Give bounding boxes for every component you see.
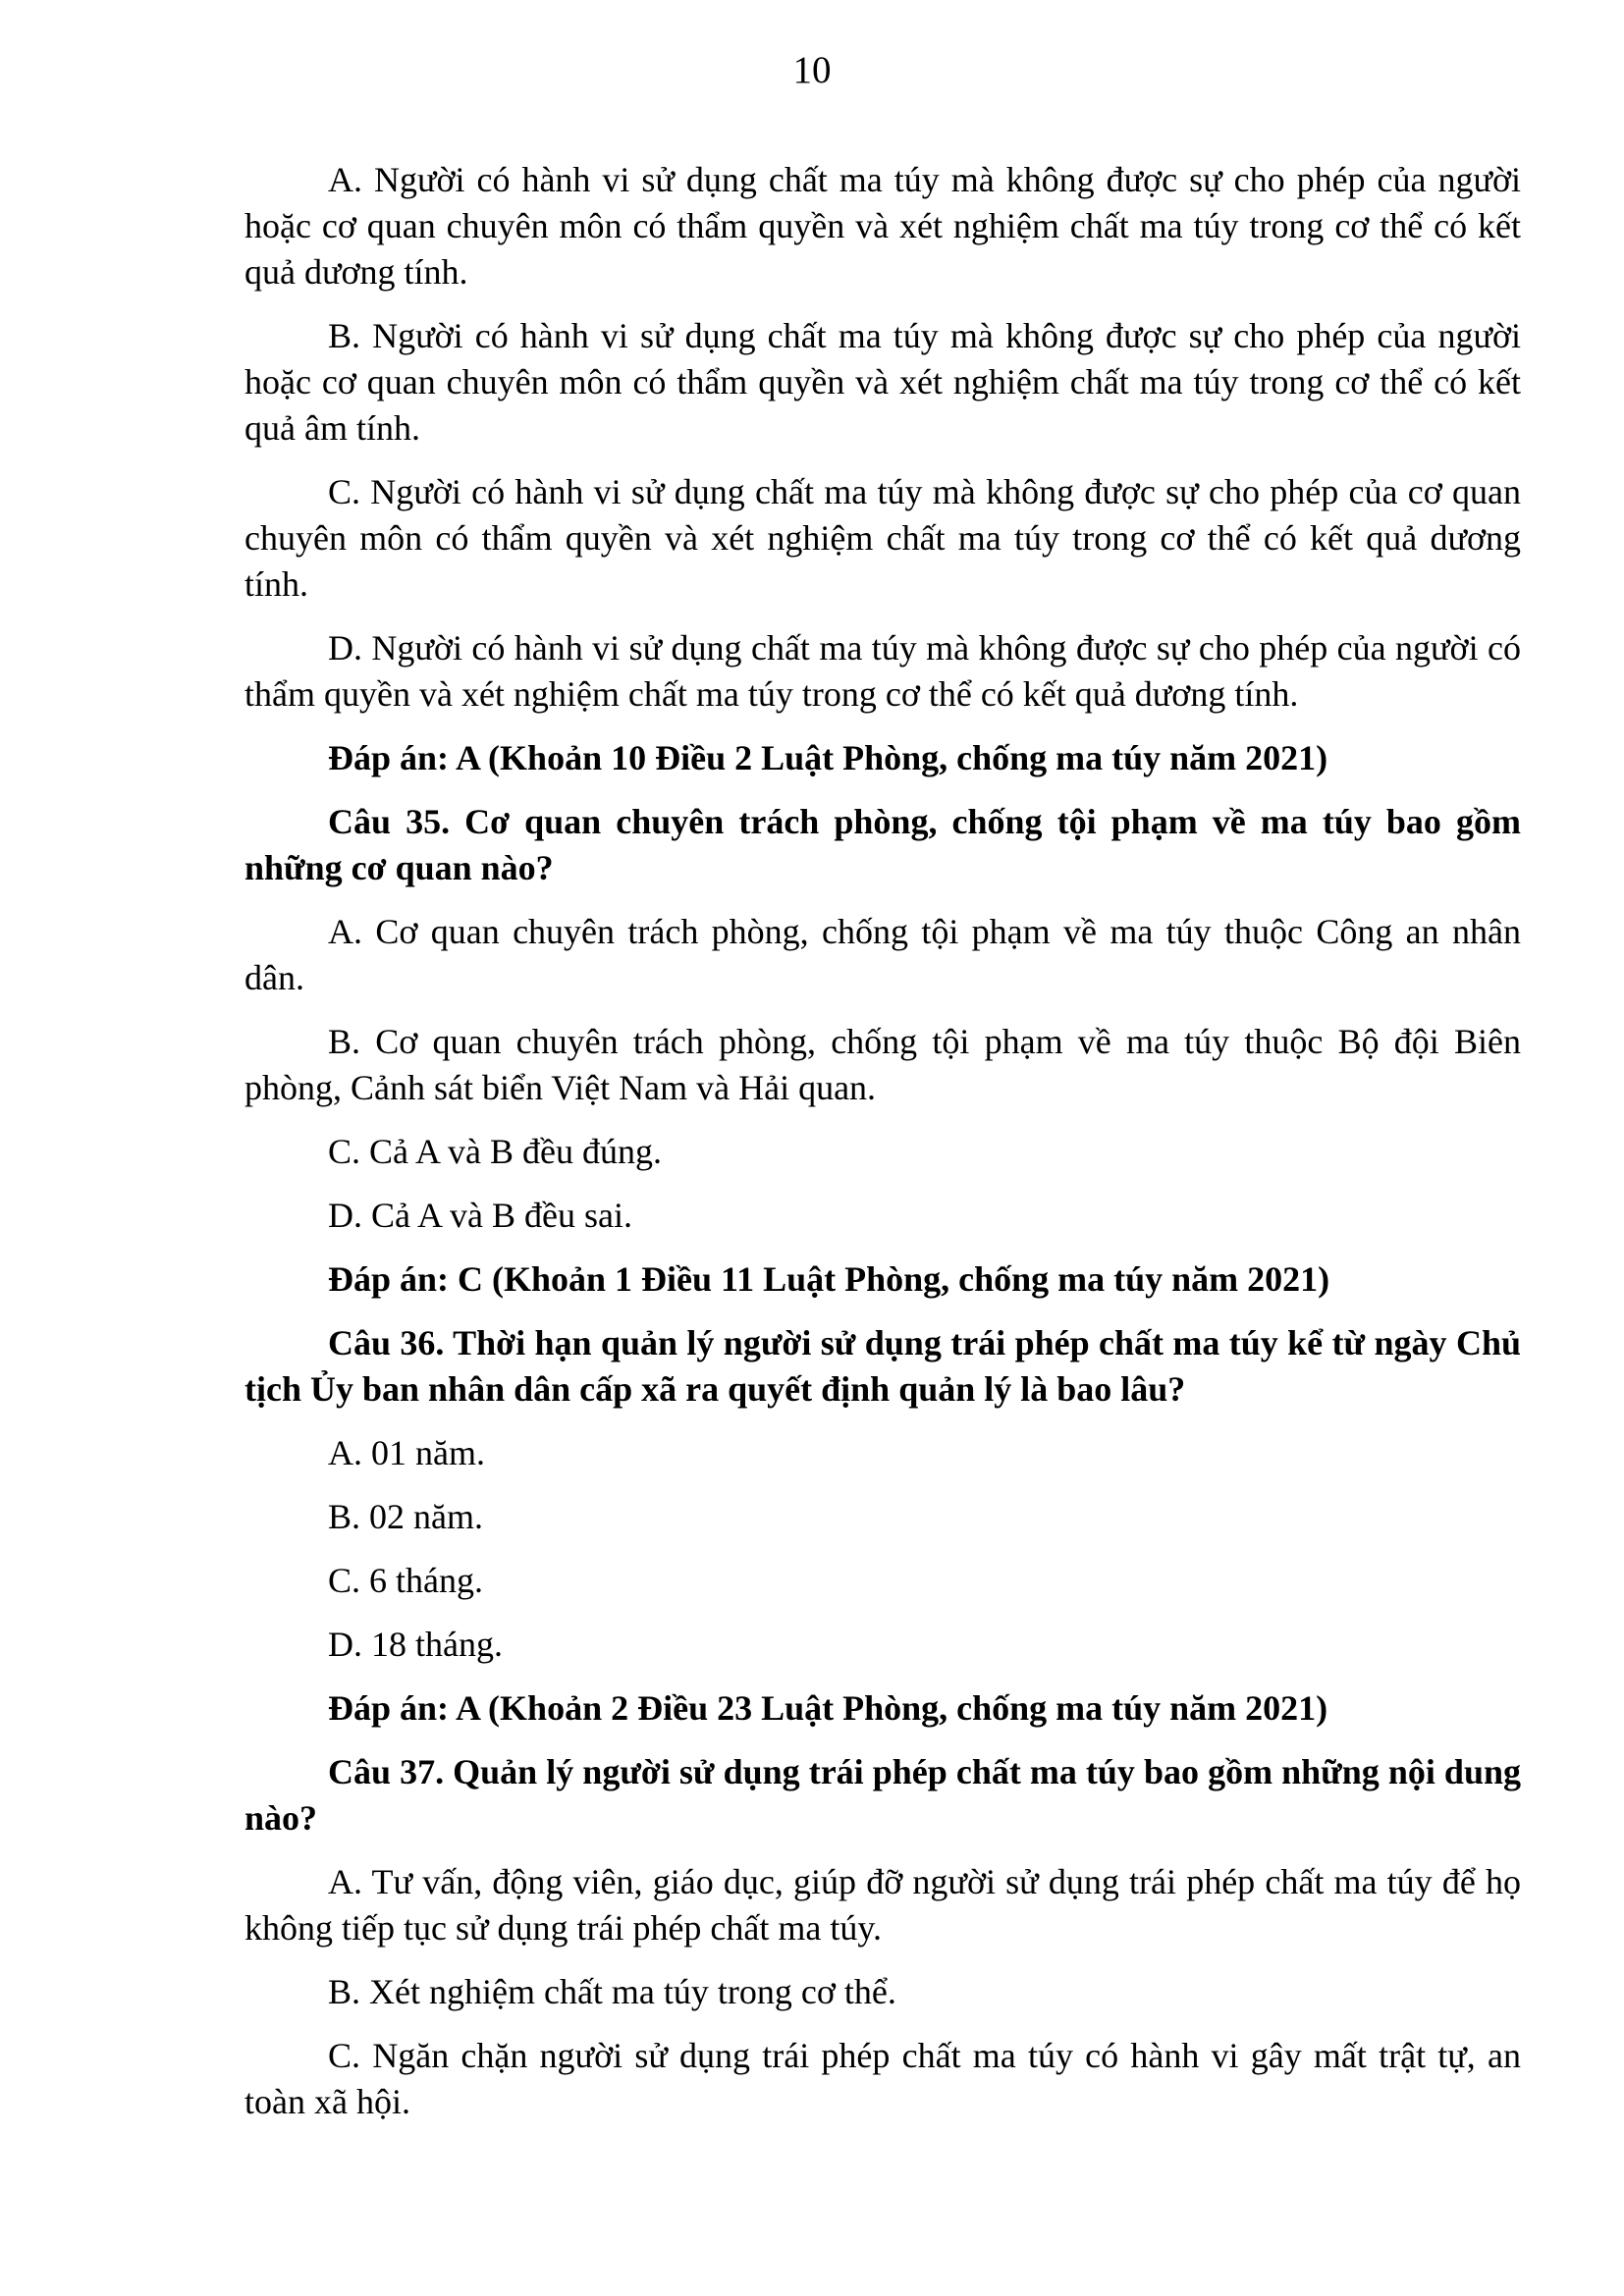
option-text: A. Người có hành vi sử dụng chất ma túy mà không được sự cho phép của người hoặc cơ quan chuyên môn có thẩm quyền và xét nghiệm chất ma túy trong cơ thể có kết quả dương tính. — [244, 160, 1521, 292]
answer-line: Đáp án: A (Khoản 2 Điều 23 Luật Phòng, chống ma túy năm 2021) — [328, 1688, 1328, 1728]
page-number: 10 — [792, 49, 832, 91]
option-text: A. 01 năm. — [328, 1433, 485, 1472]
question-heading: Câu 36. Thời hạn quản lý người sử dụng trái phép chất ma túy kể từ ngày Chủ tịch Ủy ban nhân dân cấp xã ra quyết định quản lý là bao lâu? — [244, 1323, 1521, 1409]
answer-line: Đáp án: C (Khoản 1 Điều 11 Luật Phòng, chống ma túy năm 2021) — [328, 1259, 1330, 1299]
option-text: A. Cơ quan chuyên trách phòng, chống tội phạm về ma túy thuộc Công an nhân dân. — [244, 912, 1521, 997]
option-text: A. Tư vấn, động viên, giáo dục, giúp đỡ người sử dụng trái phép chất ma túy để họ không tiếp tục sử dụng trái phép chất ma túy. — [244, 1862, 1521, 1948]
document-body — [244, 157, 1521, 2125]
question-heading: Câu 35. Cơ quan chuyên trách phòng, chống tội phạm về ma túy bao gồm những cơ quan nào? — [244, 802, 1521, 887]
question-heading: Câu 37. Quản lý người sử dụng trái phép chất ma túy bao gồm những nội dung nào? — [244, 1752, 1521, 1838]
answer-line: Đáp án: A (Khoản 10 Điều 2 Luật Phòng, chống ma túy năm 2021) — [328, 738, 1328, 777]
option-text: B. 02 năm. — [328, 1497, 483, 1536]
option-text: B. Người có hành vi sử dụng chất ma túy mà không được sự cho phép của người hoặc cơ quan chuyên môn có thẩm quyền và xét nghiệm chất ma túy trong cơ thể có kết quả âm tính. — [244, 316, 1521, 448]
option-text: D. Người có hành vi sử dụng chất ma túy mà không được sự cho phép của người có thẩm quyền và xét nghiệm chất ma túy trong cơ thể có kết quả dương tính. — [244, 628, 1521, 714]
option-text: D. 18 tháng. — [328, 1625, 503, 1664]
option-text: C. Cả A và B đều đúng. — [328, 1132, 662, 1171]
option-text: B. Cơ quan chuyên trách phòng, chống tội phạm về ma túy thuộc Bộ đội Biên phòng, Cảnh sát biển Việt Nam và Hải quan. — [244, 1022, 1521, 1107]
option-text: C. 6 tháng. — [328, 1561, 483, 1600]
option-text: B. Xét nghiệm chất ma túy trong cơ thể. — [328, 1972, 896, 2011]
option-text: C. Người có hành vi sử dụng chất ma túy mà không được sự cho phép của cơ quan chuyên môn có thẩm quyền và xét nghiệm chất ma túy trong cơ thể có kết quả dương tính. — [244, 472, 1521, 604]
option-text: D. Cả A và B đều sai. — [328, 1196, 632, 1235]
option-text: C. Ngăn chặn người sử dụng trái phép chất ma túy có hành vi gây mất trật tự, an toàn xã hội. — [244, 2036, 1521, 2121]
